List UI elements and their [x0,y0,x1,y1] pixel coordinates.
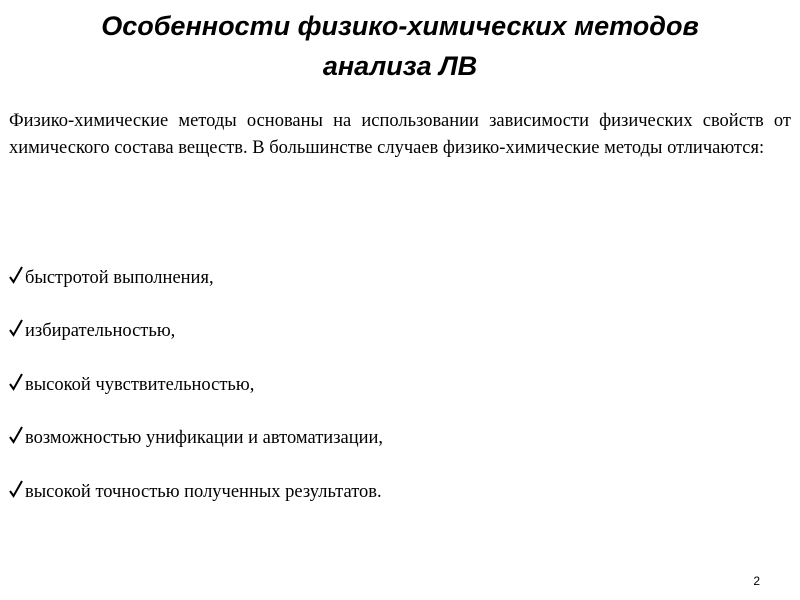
slide-title-line-1: Особенности физико-химических методов [101,11,699,41]
bullet-text: быстротой выполнения, [25,267,214,288]
checkmark-icon [9,319,23,337]
slide-title-line-2: анализа ЛВ [322,51,478,81]
bullet-item [9,236,769,290]
intro-paragraph: Физико-химические методы основаны на использовании зависимости физических свойств от химического состава веществ. В большинстве случаев физико-химические методы отличаются: [9,111,791,158]
checkmark-icon [9,373,23,391]
bullet-item [9,450,769,504]
bullet-item [9,397,769,451]
bullet-item [9,343,769,397]
bullet-text: высокой чувствительностью, [25,374,255,395]
checkmark-icon [9,480,23,498]
checkmark-icon [9,426,23,444]
bullet-text: возможностью унификации и автоматизации, [25,428,384,448]
slide-title [20,6,780,86]
bullet-item [9,290,769,344]
bullet-text: избирательностью, [25,321,176,341]
page-number: 2 [753,574,760,588]
bullet-text: высокой точностью полученных результатов. [25,481,382,502]
bullet-list [9,236,769,504]
checkmark-icon [9,266,23,284]
